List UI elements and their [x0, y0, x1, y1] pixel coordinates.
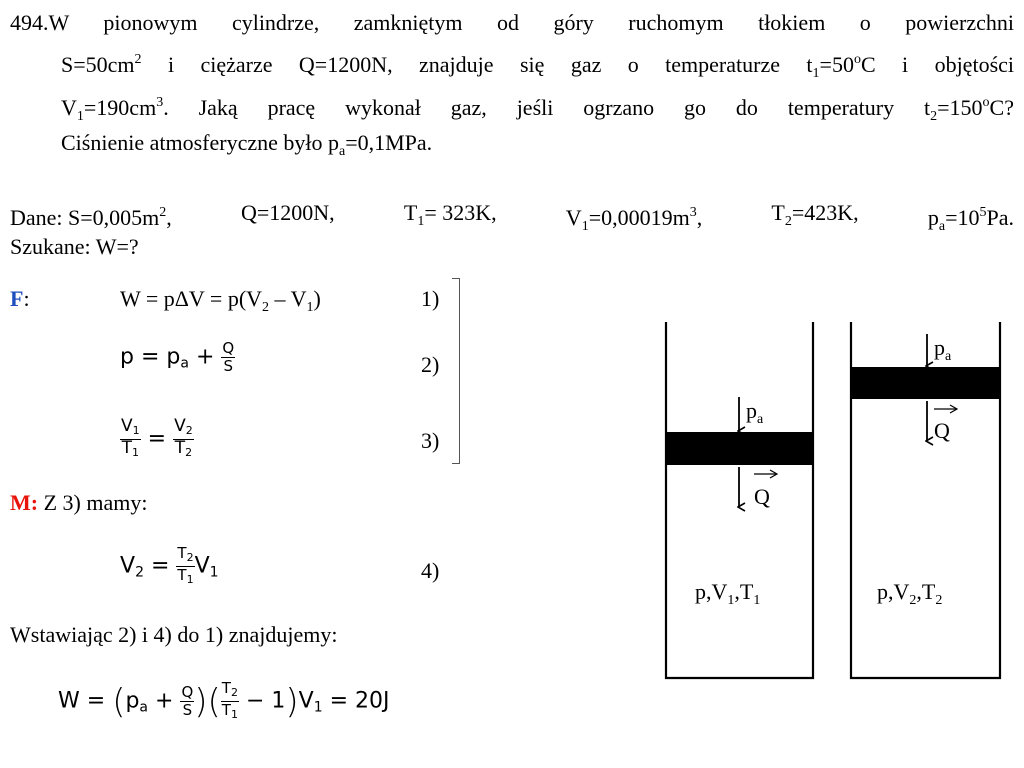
right-q-vector-head	[950, 405, 957, 413]
right-piston	[851, 367, 1000, 399]
given-v1: $V_1=0,00019m^3$,	[565, 205, 703, 234]
left-q-vector-head	[770, 470, 777, 478]
given-t2: $T_2=423K$,	[771, 200, 859, 229]
method-line: M: Z 3) mamy:	[10, 490, 148, 515]
given-line	[10, 198, 1014, 242]
equation-3: $\frac{V1}{T1}$ = $\frac{V2}{T2}$	[121, 416, 193, 459]
given-t1: $T_1= 323K$,	[403, 200, 497, 229]
problem-line-3: $V_1=190cm^3$. Jaką pracę wykonał gaz, jeśli ogrzano go do temperatury $t_2=150^oC$?	[61, 95, 1014, 124]
formulas-label: F:	[10, 286, 30, 311]
equation-2-number: 2)	[421, 352, 440, 377]
equation-1-number: 1)	[421, 286, 440, 311]
given-pa: $p_a=10^5Pa$.	[927, 205, 1014, 234]
left-state-label: $p,V_1,T_1$	[695, 579, 761, 608]
equation-1: $W = p\Delta V = p(V_2 - V_1)$	[120, 286, 321, 315]
right-pa-label: $p_a$	[934, 335, 952, 364]
equation-2: p = pa + $\frac{Q}{S}$	[120, 339, 235, 375]
final-equation: W = (pa + $\frac{Q}{S}$ )( $\frac{T_2}{T_1}$ − 1)V1 = 20J	[58, 679, 390, 722]
equation-3-number: 3)	[421, 428, 440, 453]
left-cylinder-wall	[666, 322, 813, 678]
given-area: Dane: $S=0,005m^2$,	[10, 205, 172, 230]
right-q-label: Q	[934, 418, 950, 443]
left-q-label: Q	[754, 484, 770, 509]
left-piston	[666, 432, 813, 465]
equations-bracket	[452, 278, 460, 464]
substitution-line: Wstawiając 2) i 4) do 1) znajdujemy:	[10, 622, 338, 647]
problem-line-2: $S=50cm^2$ i ciężarze Q=1200N, znajduje się gaz o temperaturze $t_1=50^oC$ i objętości	[61, 52, 1015, 81]
problem-line-1: 494.W pionowym cylindrze, zamkniętym od góry ruchomym tłokiem o powierzchni	[10, 10, 1014, 35]
given-weight: Q=1200N,	[240, 200, 335, 225]
right-cylinder-wall	[851, 322, 1000, 678]
problem-line-4: Ciśnienie atmosferyczne było $p_a=0,1MPa$.	[61, 130, 433, 159]
sought-line: Szukane: W=?	[10, 234, 139, 259]
equation-4-number: 4)	[421, 558, 440, 583]
equation-4: V2 = $\frac{T_2}{T_1}$ V1	[120, 544, 219, 586]
right-state-label: $p,V_2,T_2$	[877, 579, 943, 608]
left-pa-label: $p_a$	[746, 398, 764, 427]
